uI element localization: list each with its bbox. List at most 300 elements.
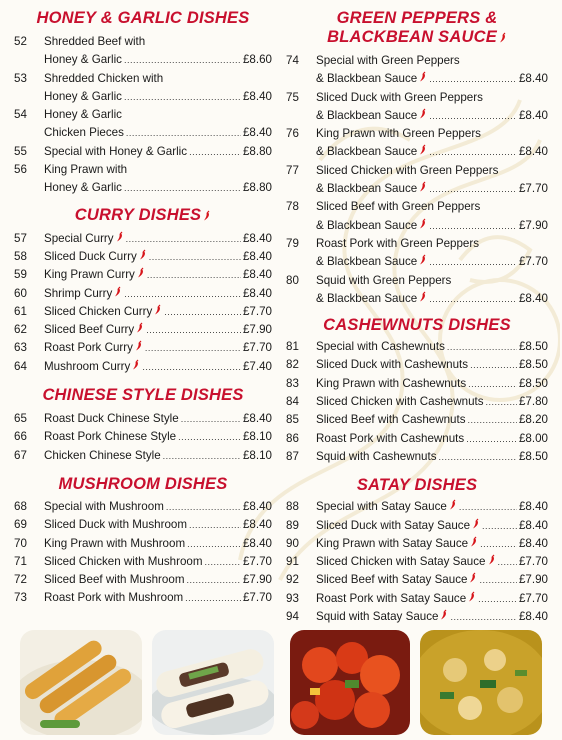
leader-dots (482, 517, 517, 535)
item-body (316, 235, 548, 272)
item-price: £7.40 (242, 359, 272, 373)
leader-dots (429, 143, 517, 161)
item-line (44, 498, 272, 516)
item-name: Special Curry (44, 231, 114, 245)
item-price: £8.40 (518, 291, 548, 305)
item-line (316, 107, 548, 125)
item-number: 87 (286, 449, 299, 463)
menu-item (286, 430, 548, 448)
item-name: Roast Duck Chinese Style (44, 412, 179, 426)
item-price: £7.90 (242, 573, 272, 587)
menu-item (14, 106, 272, 143)
item-body (316, 198, 548, 235)
item-body (44, 339, 272, 357)
chili-icon (419, 218, 427, 229)
item-name: & Blackbean Sauce (316, 218, 418, 232)
leader-dots (480, 535, 517, 553)
chili-icon (419, 291, 427, 302)
item-number: 94 (286, 610, 299, 624)
item-line (316, 498, 548, 516)
item-body (316, 448, 548, 466)
chili-icon (137, 267, 145, 278)
item-price: £8.20 (518, 413, 548, 427)
chili-icon (468, 591, 476, 602)
item-line (316, 290, 548, 308)
menu-item (14, 535, 272, 553)
item-price: £7.90 (242, 323, 272, 337)
sweet-sour-chicken-photo (290, 630, 410, 735)
item-price: £8.40 (242, 89, 272, 103)
item-name: Sliced Beef with Mushroom (44, 573, 185, 587)
leader-dots (142, 358, 241, 376)
item-price: £8.40 (242, 499, 272, 513)
leader-dots (124, 51, 241, 69)
item-body (316, 411, 548, 429)
item-body (44, 106, 272, 143)
menu-item (286, 411, 548, 429)
leader-dots (429, 253, 517, 271)
menu-item (14, 33, 272, 70)
item-body (44, 358, 272, 376)
menu-item-list (286, 498, 548, 626)
item-name: Sliced Beef with Green Peppers (316, 200, 481, 214)
item-body (44, 516, 272, 534)
item-number: 78 (286, 200, 299, 214)
item-body (316, 162, 548, 199)
item-line (44, 571, 272, 589)
item-body (44, 303, 272, 321)
item-name: Sliced Chicken with Satay Sauce (316, 555, 486, 569)
menu-item (286, 535, 548, 553)
menu-item (14, 516, 272, 534)
item-price: £8.40 (242, 268, 272, 282)
leader-dots (478, 590, 517, 608)
item-number: 90 (286, 536, 299, 550)
section-title: CHINESE STYLE DISHES (42, 386, 244, 405)
section-title: SATAY DISHES (356, 476, 478, 495)
menu-item (14, 553, 272, 571)
item-name: Honey & Garlic (44, 108, 122, 122)
item-body (316, 356, 548, 374)
item-body (316, 498, 548, 516)
leader-dots (479, 571, 517, 589)
item-number: 85 (286, 413, 299, 427)
item-body (316, 571, 548, 589)
item-name: Special with Cashewnuts (316, 340, 445, 354)
item-line (316, 430, 548, 448)
menu-item (286, 553, 548, 571)
item-number: 81 (286, 340, 299, 354)
menu-item-list (14, 33, 272, 198)
leader-dots (124, 179, 241, 197)
item-number: 57 (14, 231, 27, 245)
section-heading (286, 9, 548, 47)
item-number: 61 (14, 304, 27, 318)
item-body (44, 143, 272, 161)
leader-dots (147, 266, 241, 284)
item-price: £8.50 (518, 358, 548, 372)
menu-item (286, 517, 548, 535)
chili-icon (419, 108, 427, 119)
item-line (44, 179, 272, 197)
item-number: 64 (14, 359, 27, 373)
menu-item (14, 571, 272, 589)
item-number: 72 (14, 573, 27, 587)
item-price: £8.40 (242, 249, 272, 263)
item-name: Sliced Beef with Cashewnuts (316, 413, 466, 427)
chili-icon (114, 286, 122, 297)
item-price: £8.40 (242, 536, 272, 550)
menu-item (286, 590, 548, 608)
leader-dots (146, 321, 241, 339)
menu-item (14, 285, 272, 303)
item-body (316, 608, 548, 626)
item-number: 56 (14, 163, 27, 177)
item-number: 68 (14, 499, 27, 513)
item-number: 59 (14, 268, 27, 282)
chili-icon (440, 609, 448, 620)
item-line (316, 253, 548, 271)
item-line (44, 516, 272, 534)
section-title: GREEN PEPPERS & (336, 9, 498, 27)
leader-dots (189, 516, 241, 534)
leader-dots (178, 428, 241, 446)
item-name: Honey & Garlic (44, 89, 122, 103)
item-body (316, 393, 548, 411)
item-name: Sliced Chicken Curry (44, 304, 153, 318)
item-name: Shredded Chicken with (44, 71, 164, 85)
item-price: £8.40 (242, 412, 272, 426)
menu-item-list (286, 338, 548, 466)
item-price: £8.40 (518, 536, 548, 550)
item-body (44, 498, 272, 516)
menu-item (14, 358, 272, 376)
item-price: £8.10 (242, 448, 272, 462)
item-line (316, 52, 548, 70)
item-name: & Blackbean Sauce (316, 182, 418, 196)
section-heading (286, 476, 548, 495)
item-price: £7.70 (518, 555, 548, 569)
item-number: 80 (286, 273, 299, 287)
item-name: Special with Honey & Garlic (44, 144, 188, 158)
menu-item (14, 498, 272, 516)
menu-item-list (14, 498, 272, 608)
item-price: £7.70 (518, 255, 548, 269)
item-name: Roast Pork Chinese Style (44, 430, 177, 444)
item-price: £8.80 (242, 181, 272, 195)
section-title: HONEY & GARLIC DISHES (36, 9, 250, 27)
section-title: CASHEWNUTS DISHES (323, 316, 511, 335)
item-number: 82 (286, 358, 299, 372)
section-heading (14, 206, 272, 225)
item-number: 83 (286, 376, 299, 390)
item-line (316, 143, 548, 161)
chili-icon (154, 304, 162, 315)
item-line (44, 285, 272, 303)
chili-icon (469, 572, 477, 583)
leader-dots (429, 217, 517, 235)
leader-dots (498, 553, 517, 571)
leader-dots (189, 143, 241, 161)
menu-item (14, 447, 272, 465)
menu-item (286, 448, 548, 466)
item-name: Special with Satay Sauce (316, 500, 447, 514)
chili-icon (139, 249, 147, 260)
item-price: £7.70 (242, 341, 272, 355)
item-line (44, 589, 272, 607)
leader-dots (185, 589, 241, 607)
leader-dots (429, 107, 517, 125)
item-name: Shrimp Curry (44, 286, 113, 300)
item-body (44, 70, 272, 107)
item-name: & Blackbean Sauce (316, 255, 418, 269)
menu-item (14, 143, 272, 161)
item-name: Sliced Beef with Satay Sauce (316, 573, 468, 587)
menu-item (14, 428, 272, 446)
item-line (316, 411, 548, 429)
item-line (316, 535, 548, 553)
section-title: CURRY DISHES (74, 205, 202, 224)
menu-item (14, 266, 272, 284)
item-name: Special with Mushroom (44, 499, 164, 513)
leader-dots (447, 338, 517, 356)
item-number: 60 (14, 286, 27, 300)
item-body (316, 517, 548, 535)
item-body (44, 589, 272, 607)
item-name: & Blackbean Sauce (316, 108, 418, 122)
chili-icon (136, 322, 144, 333)
item-name: Sliced Duck with Satay Sauce (316, 518, 471, 532)
item-body (316, 125, 548, 162)
item-number: 74 (286, 54, 299, 67)
menu-item (14, 303, 272, 321)
chili-icon (419, 144, 427, 155)
chili-icon (488, 554, 496, 565)
menu-item (14, 161, 272, 198)
chili-icon (116, 231, 124, 242)
item-body (316, 375, 548, 393)
item-body (316, 590, 548, 608)
item-number: 93 (286, 591, 299, 605)
item-price: £7.80 (518, 395, 548, 409)
item-price: £7.90 (518, 218, 548, 232)
item-price: £7.70 (518, 182, 548, 196)
item-number: 63 (14, 341, 27, 355)
section-heading (14, 9, 272, 28)
left-menu-column (14, 0, 272, 608)
item-price: £8.40 (518, 72, 548, 86)
chili-icon (419, 71, 427, 82)
item-number: 76 (286, 127, 299, 141)
leader-dots (124, 285, 241, 303)
item-number: 65 (14, 412, 27, 426)
menu-item (14, 248, 272, 266)
item-name: King Prawn Curry (44, 268, 135, 282)
item-line (316, 272, 548, 290)
item-number: 73 (14, 591, 27, 605)
menu-item (14, 321, 272, 339)
item-line (44, 266, 272, 284)
item-number: 77 (286, 163, 299, 177)
item-name: Sliced Duck Curry (44, 249, 137, 263)
item-name: King Prawn with Satay Sauce (316, 536, 469, 550)
item-price: £7.70 (242, 554, 272, 568)
item-price: £7.70 (242, 591, 272, 605)
leader-dots (429, 290, 517, 308)
item-number: 88 (286, 500, 299, 514)
chili-icon (419, 254, 427, 265)
menu-item (14, 339, 272, 357)
leader-dots (439, 448, 517, 466)
leader-dots (124, 88, 241, 106)
menu-item-list (286, 52, 548, 308)
item-body (316, 52, 548, 89)
item-name: Shredded Beef with (44, 35, 146, 48)
item-line (316, 217, 548, 235)
item-number: 91 (286, 555, 299, 569)
item-number: 89 (286, 518, 299, 532)
menu-item (286, 356, 548, 374)
item-price: £8.40 (518, 610, 548, 624)
chili-icon (419, 181, 427, 192)
menu-item (286, 608, 548, 626)
item-name: King Prawn with Cashewnuts (316, 376, 467, 390)
item-number: 70 (14, 536, 27, 550)
section-heading (286, 316, 548, 335)
item-body (44, 447, 272, 465)
section-title-line2: BLACKBEAN SAUCE (327, 28, 497, 46)
chili-icon (132, 359, 140, 370)
item-price: £8.10 (242, 430, 272, 444)
item-body (316, 553, 548, 571)
menu-item (286, 125, 548, 162)
menu-item (286, 198, 548, 235)
chili-icon (449, 499, 457, 510)
menu-item (286, 52, 548, 89)
section-title: MUSHROOM DISHES (58, 474, 228, 493)
item-number: 55 (14, 144, 27, 158)
item-number: 92 (286, 573, 299, 587)
item-body (44, 321, 272, 339)
item-line (44, 161, 272, 179)
item-body (44, 248, 272, 266)
chili-icon (499, 32, 507, 43)
item-line (316, 338, 548, 356)
item-line (316, 517, 548, 535)
menu-item-list (14, 410, 272, 465)
item-line (316, 70, 548, 88)
chili-icon (203, 210, 211, 221)
item-number: 69 (14, 518, 27, 532)
item-line (44, 230, 272, 248)
leader-dots (166, 498, 241, 516)
leader-dots (429, 70, 517, 88)
item-name: Special with Green Peppers (316, 54, 460, 67)
item-price: £8.50 (518, 376, 548, 390)
item-name: King Prawn with Green Peppers (316, 127, 481, 141)
item-line (316, 125, 548, 143)
item-line (316, 553, 548, 571)
item-body (44, 33, 272, 70)
item-name: Roast Pork with Satay Sauce (316, 591, 467, 605)
item-number: 86 (286, 431, 299, 445)
item-line (44, 124, 272, 142)
item-price: £8.50 (518, 340, 548, 354)
leader-dots (181, 410, 241, 428)
menu-item (14, 230, 272, 248)
item-line (316, 375, 548, 393)
item-body (44, 266, 272, 284)
item-price: £7.70 (518, 591, 548, 605)
section-heading (14, 475, 272, 494)
item-name: Sliced Chicken with Green Peppers (316, 163, 499, 177)
item-line (316, 198, 548, 216)
leader-dots (126, 124, 241, 142)
item-body (44, 161, 272, 198)
chicken-curry-photo (420, 630, 542, 735)
item-price: £7.90 (518, 573, 548, 587)
item-name: Chicken Pieces (44, 126, 124, 140)
item-number: 53 (14, 71, 27, 85)
item-line (316, 608, 548, 626)
item-body (316, 272, 548, 309)
item-line (316, 393, 548, 411)
item-price: £8.40 (518, 145, 548, 159)
item-line (44, 70, 272, 88)
menu-item (286, 338, 548, 356)
item-name: Roast Pork with Mushroom (44, 591, 184, 605)
item-line (44, 321, 272, 339)
menu-item (286, 393, 548, 411)
item-line (44, 447, 272, 465)
item-line (316, 590, 548, 608)
menu-item (286, 272, 548, 309)
item-price: £8.40 (242, 286, 272, 300)
item-line (44, 428, 272, 446)
duck-pancake-wraps-photo (152, 630, 274, 735)
item-number: 66 (14, 430, 27, 444)
item-body (316, 338, 548, 356)
item-line (44, 410, 272, 428)
menu-item (14, 410, 272, 428)
item-number: 84 (286, 395, 299, 409)
item-price: £8.80 (242, 144, 272, 158)
leader-dots (126, 230, 241, 248)
item-body (316, 535, 548, 553)
item-line (316, 162, 548, 180)
item-number: 79 (286, 236, 299, 250)
item-name: Honey & Garlic (44, 53, 122, 67)
chili-icon (135, 340, 143, 351)
item-line (44, 143, 272, 161)
item-line (44, 248, 272, 266)
item-name: Sliced Duck with Cashewnuts (316, 358, 469, 372)
item-number: 52 (14, 35, 27, 48)
item-body (44, 571, 272, 589)
item-name: King Prawn with Mushroom (44, 536, 186, 550)
item-line (316, 235, 548, 253)
item-line (44, 51, 272, 69)
item-price: £7.70 (242, 304, 272, 318)
spring-rolls-photo (20, 630, 142, 735)
leader-dots (145, 339, 241, 357)
item-price: £8.00 (518, 431, 548, 445)
item-line (316, 356, 548, 374)
item-name: Squid with Green Peppers (316, 273, 452, 287)
item-number: 71 (14, 554, 27, 568)
item-body (44, 230, 272, 248)
item-name: Sliced Beef Curry (44, 323, 135, 337)
